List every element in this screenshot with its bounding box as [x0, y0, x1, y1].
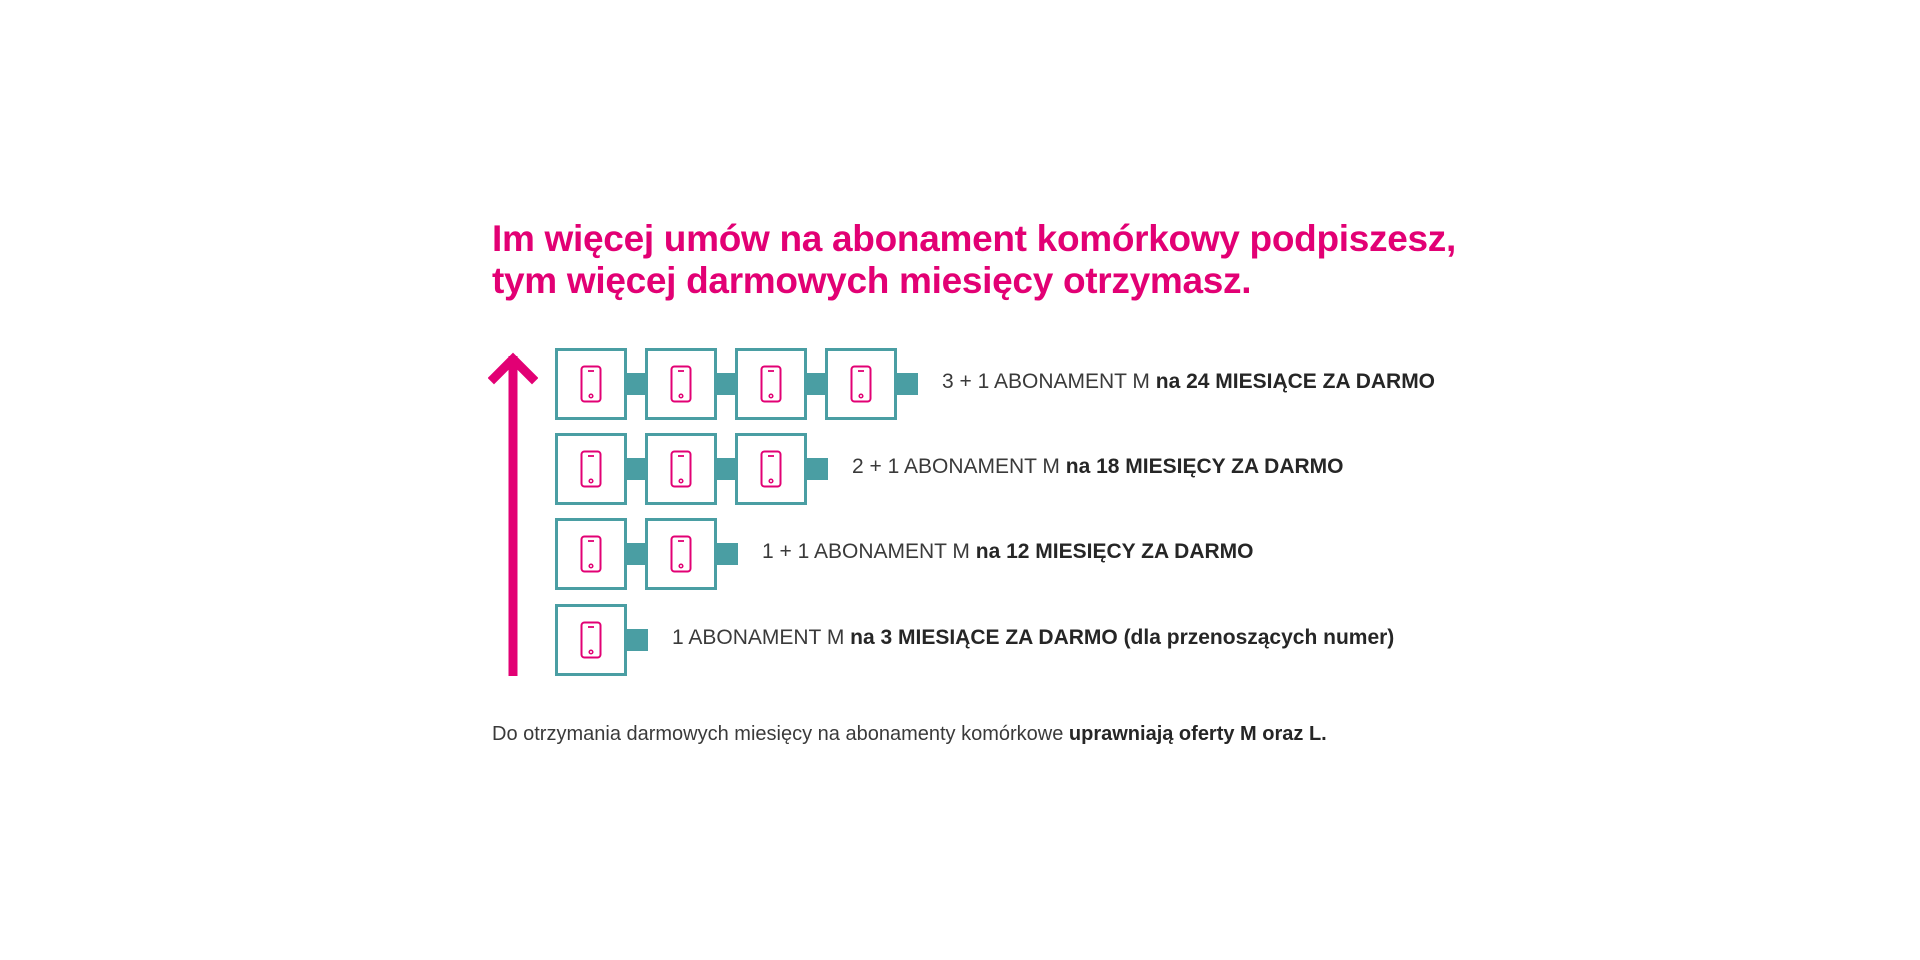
- phone-box: [645, 348, 717, 420]
- up-arrow-icon: [488, 350, 538, 680]
- phone-box: [735, 433, 807, 505]
- phone-box: [555, 433, 627, 505]
- phone-box: [825, 348, 897, 420]
- offer-label: [942, 370, 1435, 394]
- smartphone-icon: [580, 535, 602, 573]
- smartphone-icon: [850, 365, 872, 403]
- phone-box: [645, 433, 717, 505]
- connector: [804, 458, 828, 480]
- footnote-emphasis: uprawniają oferty M oraz L.: [1068, 723, 1327, 745]
- phone-box: [735, 348, 807, 420]
- phone-box: [555, 518, 627, 590]
- smartphone-icon: [580, 621, 602, 659]
- phone-box: [555, 604, 627, 676]
- offer-label: [852, 455, 1343, 479]
- offer-label: [672, 626, 1394, 650]
- offer-label-emphasis: na 18 MIESIĘCY ZA DARMO: [1065, 455, 1344, 478]
- offer-label-emphasis: na 12 MIESIĘCY ZA DARMO: [975, 540, 1254, 563]
- connector: [894, 373, 918, 395]
- smartphone-icon: [760, 365, 782, 403]
- offer-label-prefix: 1 ABONAMENT M: [672, 626, 851, 649]
- headline-line-1: Im więcej umów na abonament komórkowy podpiszesz,: [492, 218, 1456, 259]
- smartphone-icon: [670, 450, 692, 488]
- offer-label-emphasis: na 3 MIESIĄCE ZA DARMO (dla przenoszących numer): [850, 626, 1395, 649]
- footnote: [492, 723, 1327, 746]
- smartphone-icon: [670, 365, 692, 403]
- smartphone-icon: [670, 535, 692, 573]
- headline: [492, 218, 1492, 302]
- footnote-text: Do otrzymania darmowych miesięcy na abonamenty komórkowe: [492, 723, 1069, 745]
- offer-label-prefix: 3 + 1 ABONAMENT M: [942, 370, 1156, 393]
- headline-line-2: tym więcej darmowych miesięcy otrzymasz.: [492, 260, 1252, 301]
- offer-label-prefix: 2 + 1 ABONAMENT M: [852, 455, 1066, 478]
- offer-label-emphasis: na 24 MIESIĄCE ZA DARMO: [1155, 370, 1436, 393]
- phone-box: [555, 348, 627, 420]
- smartphone-icon: [760, 450, 782, 488]
- connector: [714, 543, 738, 565]
- smartphone-icon: [580, 365, 602, 403]
- offer-label-prefix: 1 + 1 ABONAMENT M: [762, 540, 976, 563]
- connector: [624, 629, 648, 651]
- offer-label: [762, 540, 1253, 564]
- smartphone-icon: [580, 450, 602, 488]
- phone-box: [645, 518, 717, 590]
